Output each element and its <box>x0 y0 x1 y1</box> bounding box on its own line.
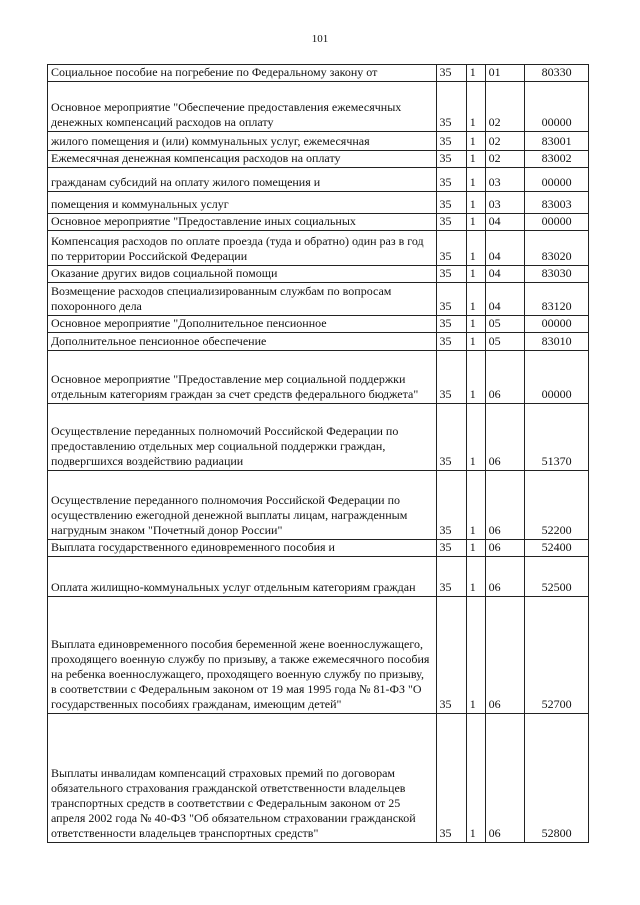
code-subprogram: 1 <box>466 283 485 316</box>
row-name: гражданам субсидий на оплату жилого помещения и <box>48 168 437 192</box>
table-row <box>48 316 589 333</box>
code-program: 35 <box>436 168 466 192</box>
code-program: 35 <box>436 557 466 597</box>
table-row <box>48 132 589 151</box>
row-name: Основное мероприятие "Предоставление мер социальной поддержки отдельным категориям граждан за счет средств федерального бюджета" <box>48 351 437 404</box>
code-subprogram: 1 <box>466 231 485 266</box>
code-subprogram: 1 <box>466 351 485 404</box>
code-direction: 83003 <box>525 192 589 214</box>
table-row <box>48 214 589 231</box>
row-name: помещения и коммунальных услуг <box>48 192 437 214</box>
code-event: 04 <box>485 283 525 316</box>
row-name: Оплата жилищно-коммунальных услуг отдельным категориям граждан <box>48 557 437 597</box>
code-event: 05 <box>485 316 525 333</box>
table-row <box>48 168 589 192</box>
code-direction: 83020 <box>525 231 589 266</box>
code-direction: 52200 <box>525 471 589 540</box>
code-program: 35 <box>436 151 466 168</box>
code-event: 02 <box>485 151 525 168</box>
table-row <box>48 540 589 557</box>
code-direction: 00000 <box>525 168 589 192</box>
code-direction: 00000 <box>525 214 589 231</box>
code-program: 35 <box>436 132 466 151</box>
code-program: 35 <box>436 316 466 333</box>
code-event: 04 <box>485 231 525 266</box>
code-program: 35 <box>436 333 466 351</box>
table-row <box>48 714 589 843</box>
code-direction: 83002 <box>525 151 589 168</box>
code-event: 06 <box>485 557 525 597</box>
row-name: Основное мероприятие "Дополнительное пенсионное <box>48 316 437 333</box>
code-event: 04 <box>485 266 525 283</box>
code-event: 03 <box>485 168 525 192</box>
code-subprogram: 1 <box>466 266 485 283</box>
code-subprogram: 1 <box>466 168 485 192</box>
budget-classification-table <box>47 64 589 843</box>
code-program: 35 <box>436 266 466 283</box>
row-name: Компенсация расходов по оплате проезда (туда и обратно) один раз в год по территории Российской Федерации <box>48 231 437 266</box>
code-subprogram: 1 <box>466 82 485 132</box>
code-program: 35 <box>436 404 466 471</box>
code-subprogram: 1 <box>466 132 485 151</box>
code-program: 35 <box>436 540 466 557</box>
row-name: Выплата государственного единовременного пособия и <box>48 540 437 557</box>
row-name: Ежемесячная денежная компенсация расходов на оплату <box>48 151 437 168</box>
page-number: 101 <box>311 33 329 45</box>
code-direction: 83001 <box>525 132 589 151</box>
code-subprogram: 1 <box>466 333 485 351</box>
code-direction: 52500 <box>525 557 589 597</box>
code-event: 04 <box>485 214 525 231</box>
table-row <box>48 231 589 266</box>
table-row <box>48 404 589 471</box>
code-program: 35 <box>436 82 466 132</box>
code-direction: 00000 <box>525 316 589 333</box>
code-direction: 52400 <box>525 540 589 557</box>
table-row <box>48 597 589 714</box>
code-direction: 51370 <box>525 404 589 471</box>
code-event: 06 <box>485 714 525 843</box>
code-event: 06 <box>485 540 525 557</box>
table-row <box>48 557 589 597</box>
code-subprogram: 1 <box>466 192 485 214</box>
row-name: Оказание других видов социальной помощи <box>48 266 437 283</box>
code-program: 35 <box>436 214 466 231</box>
row-name: Основное мероприятие "Предоставление иных социальных <box>48 214 437 231</box>
code-subprogram: 1 <box>466 214 485 231</box>
code-direction: 52700 <box>525 597 589 714</box>
code-subprogram: 1 <box>466 151 485 168</box>
code-event: 01 <box>485 65 525 82</box>
code-event: 02 <box>485 82 525 132</box>
code-subprogram: 1 <box>466 540 485 557</box>
code-program: 35 <box>436 597 466 714</box>
code-direction: 52800 <box>525 714 589 843</box>
code-subprogram: 1 <box>466 65 485 82</box>
code-event: 03 <box>485 192 525 214</box>
code-direction: 83010 <box>525 333 589 351</box>
code-program: 35 <box>436 471 466 540</box>
row-name: Выплата единовременного пособия беременной жене военнослужащего, проходящего военную службу по призыву, а также ежемесячного пособия на ребенка военнослужащего, проходящего военную службу по призыву, в соответствии с Федеральным законом от 19 мая 1995 года № 81-ФЗ "О государственных пособиях гражданам, имеющим детей" <box>48 597 437 714</box>
code-direction: 83120 <box>525 283 589 316</box>
row-name: Основное мероприятие "Обеспечение предоставления ежемесячных денежных компенсаций расходов на оплату <box>48 82 437 132</box>
table-row <box>48 266 589 283</box>
table-row <box>48 82 589 132</box>
table-row <box>48 283 589 316</box>
row-name: Осуществление переданного полномочия Российской Федерации по осуществлению ежегодной денежной выплаты лицам, награжденным нагрудным знаком "Почетный донор России" <box>48 471 437 540</box>
code-program: 35 <box>436 283 466 316</box>
table-row <box>48 333 589 351</box>
row-name: жилого помещения и (или) коммунальных услуг, ежемесячная <box>48 132 437 151</box>
code-subprogram: 1 <box>466 471 485 540</box>
code-subprogram: 1 <box>466 316 485 333</box>
code-direction: 83030 <box>525 266 589 283</box>
code-direction: 00000 <box>525 82 589 132</box>
code-subprogram: 1 <box>466 404 485 471</box>
table-row <box>48 471 589 540</box>
code-program: 35 <box>436 231 466 266</box>
code-event: 06 <box>485 404 525 471</box>
code-event: 06 <box>485 597 525 714</box>
code-event: 06 <box>485 471 525 540</box>
table-row <box>48 65 589 82</box>
code-event: 02 <box>485 132 525 151</box>
code-program: 35 <box>436 714 466 843</box>
row-name: Осуществление переданных полномочий Российской Федерации по предоставлению отдельных мер социальной поддержки граждан, подвергшихся воздействию радиации <box>48 404 437 471</box>
table-row <box>48 351 589 404</box>
code-program: 35 <box>436 65 466 82</box>
code-event: 06 <box>485 351 525 404</box>
row-name: Выплаты инвалидам компенсаций страховых премий по договорам обязательного страхования гражданской ответственности владельцев транспортных средств в соответствии с Федеральным законом от 25 апреля 2002 года № 40-ФЗ "Об обязательном страховании гражданской ответственности владельцев транспортных средств" <box>48 714 437 843</box>
table-row <box>48 151 589 168</box>
code-subprogram: 1 <box>466 714 485 843</box>
code-subprogram: 1 <box>466 597 485 714</box>
row-name: Социальное пособие на погребение по Федеральному закону от <box>48 65 437 82</box>
code-direction: 80330 <box>525 65 589 82</box>
code-program: 35 <box>436 192 466 214</box>
code-direction: 00000 <box>525 351 589 404</box>
code-event: 05 <box>485 333 525 351</box>
row-name: Возмещение расходов специализированным службам по вопросам похоронного дела <box>48 283 437 316</box>
code-program: 35 <box>436 351 466 404</box>
table-row <box>48 192 589 214</box>
row-name: Дополнительное пенсионное обеспечение <box>48 333 437 351</box>
code-subprogram: 1 <box>466 557 485 597</box>
